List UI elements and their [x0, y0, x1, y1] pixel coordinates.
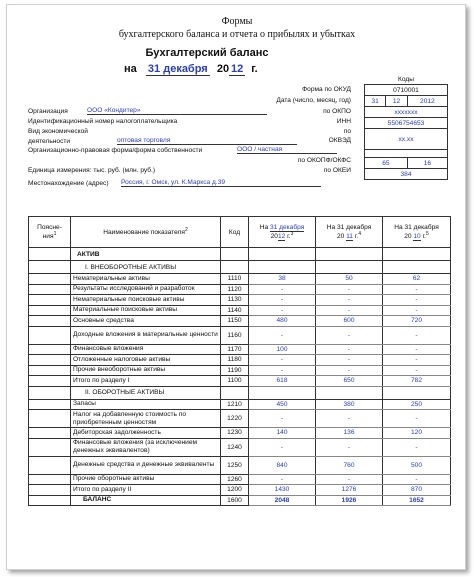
okopf-label: по ОКОПФ/ОКФС: [297, 157, 351, 164]
value-1: 38: [249, 274, 316, 285]
value-1: 618: [249, 376, 316, 387]
value-3: 870: [383, 485, 451, 496]
value-2: -: [316, 305, 383, 316]
value-1: -: [249, 474, 316, 485]
note-cell: [29, 474, 71, 485]
value-1: 450: [249, 399, 316, 410]
value-3: -: [383, 305, 451, 316]
value-1: 100: [249, 344, 316, 355]
note-cell: [29, 355, 71, 366]
row-code: 1110: [221, 274, 249, 285]
row-code: 1190: [221, 365, 249, 376]
indicator-name: Материальные поисковые активы: [71, 305, 221, 316]
ownership-value: ООО / частная: [237, 146, 337, 154]
indicator-name: Финансовые вложения: [71, 344, 221, 355]
section-heading: I. ВНЕОБОРОТНЫЕ АКТИВЫ: [71, 261, 221, 274]
value-3: -: [383, 295, 451, 306]
code-cell: [221, 261, 249, 274]
table-row: [29, 399, 451, 410]
section-heading: II. ОБОРОТНЫЕ АКТИВЫ: [71, 386, 221, 399]
table-row: [29, 355, 451, 366]
table-row: [29, 274, 451, 285]
inn-label: Идентификационный номер налогоплательщика: [28, 118, 178, 125]
row-code: 1200: [221, 485, 249, 496]
value-2: 136: [316, 428, 383, 439]
note-cell: [29, 399, 71, 410]
okopf-value: 65: [365, 158, 408, 169]
value-1: 480: [249, 316, 316, 327]
value-1: -: [249, 284, 316, 295]
table-row: [29, 248, 451, 261]
row-code: 1210: [221, 399, 249, 410]
note-cell: [29, 326, 71, 344]
note-cell: [29, 344, 71, 355]
title-date-line: [124, 63, 258, 76]
okved-value: xx.xx: [365, 129, 448, 150]
title-year-prefix: 20: [216, 63, 230, 75]
title-year-suffix: г.: [251, 63, 258, 75]
value-1: -: [249, 365, 316, 376]
row-code: 1600: [221, 495, 249, 506]
value-cell: [249, 261, 316, 274]
value-3: -: [383, 355, 451, 366]
unit-label: Единица измерения: тыс. руб. (млн. руб.): [28, 167, 156, 174]
indicator-name: Нематериальные поисковые активы: [71, 295, 221, 306]
row-code: 1180: [221, 355, 249, 366]
indicator-name: Запасы: [71, 399, 221, 410]
table-row: [29, 495, 451, 506]
col-header-note: Поясне-ния$^1$: [29, 217, 71, 248]
title-na: на: [124, 63, 137, 75]
value-2: -: [316, 355, 383, 366]
value-3: -: [383, 438, 451, 456]
okved-label-1: по: [343, 128, 351, 135]
value-cell: [383, 261, 451, 274]
value-1: -: [249, 438, 316, 456]
form-header-line1: Формы: [221, 16, 253, 27]
value-2: -: [316, 295, 383, 306]
value-2: 1276: [316, 485, 383, 496]
note-cell: [29, 274, 71, 285]
indicator-name: Финансовые вложения (за исключением денежных эквивалентов): [71, 438, 221, 456]
table-row: [29, 386, 451, 399]
table-row: [29, 305, 451, 316]
value-1: 1430: [249, 485, 316, 496]
indicator-name: Итого по разделу I: [71, 376, 221, 387]
codes-header: Коды: [365, 74, 448, 85]
col-header-name: Наименование показателя$^2$: [71, 217, 221, 248]
table-row: [29, 365, 451, 376]
value-3: 120: [383, 428, 451, 439]
value-1: 2048: [249, 495, 316, 506]
indicator-name: Отложенные налоговые активы: [71, 355, 221, 366]
indicator-name: Прочие оборотные активы: [71, 474, 221, 485]
value-2: 760: [316, 456, 383, 474]
table-row: [29, 344, 451, 355]
value-1: 840: [249, 456, 316, 474]
balance-sheet-form: [6, 4, 466, 570]
date-year: 2012: [407, 96, 447, 107]
note-cell: [29, 410, 71, 428]
date-label: Дата (число, месяц, год): [276, 97, 351, 104]
title-date: 31 декабря: [146, 63, 210, 76]
row-code: 1260: [221, 474, 249, 485]
title-year: 12: [231, 63, 244, 75]
value-1: -: [249, 326, 316, 344]
value-cell: [316, 261, 383, 274]
balance-table: [28, 216, 451, 506]
table-row: [29, 428, 451, 439]
okpo-value: xxxxxxx: [365, 107, 448, 118]
form-header-line2: бухгалтерского баланса и отчета о прибылях и убытках: [118, 29, 356, 40]
indicator-name: Доходные вложения в материальные ценности: [71, 326, 221, 344]
value-1: -: [249, 295, 316, 306]
okei-value: 384: [365, 169, 448, 180]
code-cell: [221, 248, 249, 261]
indicator-name: Прочие внеоборотные активы: [71, 365, 221, 376]
value-2: -: [316, 326, 383, 344]
note-cell: [29, 248, 71, 261]
table-row: [29, 376, 451, 387]
value-1: -: [249, 410, 316, 428]
table-row: [29, 261, 451, 274]
row-code: 1250: [221, 456, 249, 474]
value-2: -: [316, 438, 383, 456]
value-3: -: [383, 365, 451, 376]
section-heading: АКТИВ: [71, 248, 221, 261]
value-1: -: [249, 355, 316, 366]
note-cell: [29, 495, 71, 506]
note-cell: [29, 485, 71, 496]
inn-code-label: ИНН: [336, 118, 351, 125]
org-label: Организация: [28, 108, 68, 115]
date-month: 12: [386, 96, 407, 107]
note-cell: [29, 365, 71, 376]
codes-box: [364, 74, 448, 180]
ownership-label: Организационно-правовая форма/форма собственности: [28, 147, 203, 154]
indicator-name: Дебиторская задолженность: [71, 428, 221, 439]
indicator-name: Денежные средства и денежные эквиваленты: [71, 456, 221, 474]
table-row: [29, 485, 451, 496]
codes-spacer: [365, 150, 448, 158]
page-title: Бухгалтерский баланс: [145, 47, 269, 59]
date-day: 31: [365, 96, 386, 107]
indicator-name: Налог на добавленную стоимость по приобретенным ценностям: [71, 410, 221, 428]
note-cell: [29, 376, 71, 387]
row-code: 1150: [221, 316, 249, 327]
value-3: 250: [383, 399, 451, 410]
col-header-code: Код: [221, 217, 249, 248]
value-1: -: [249, 305, 316, 316]
value-3: 500: [383, 456, 451, 474]
value-3: 1652: [383, 495, 451, 506]
value-cell: [316, 248, 383, 261]
row-code: 1140: [221, 305, 249, 316]
activity-label-2: деятельности: [28, 138, 71, 145]
value-cell: [249, 248, 316, 261]
table-row: [29, 284, 451, 295]
note-cell: [29, 284, 71, 295]
value-2: 380: [316, 399, 383, 410]
col-header-period-1: На 31 декабря 2012 г.$^3$: [249, 217, 316, 248]
value-cell: [316, 386, 383, 399]
value-1: 140: [249, 428, 316, 439]
value-3: -: [383, 410, 451, 428]
value-2: 50: [316, 274, 383, 285]
okfs-value: 16: [407, 158, 447, 169]
table-header-row: [29, 217, 451, 248]
indicator-name: Нематериальные активы: [71, 274, 221, 285]
table-row: [29, 316, 451, 327]
note-cell: [29, 386, 71, 399]
address-value: Россия, г. Омск, ул. К.Маркса д.39: [121, 179, 321, 187]
row-code: 1130: [221, 295, 249, 306]
okud-value: 0710001: [365, 85, 448, 96]
value-3: 62: [383, 274, 451, 285]
value-2: -: [316, 474, 383, 485]
address-label: Местонахождение (адрес): [28, 180, 109, 187]
row-code: 1230: [221, 428, 249, 439]
value-3: 720: [383, 316, 451, 327]
inn-value: 5506754653: [365, 118, 448, 129]
col-header-period-2: На 31 декабря 20 11 г.$^4$: [316, 217, 383, 248]
note-cell: [29, 316, 71, 327]
indicator-name: БАЛАНС: [71, 495, 221, 506]
value-3: -: [383, 474, 451, 485]
table-row: [29, 438, 451, 456]
table-row: [29, 410, 451, 428]
value-2: -: [316, 410, 383, 428]
table-row: [29, 456, 451, 474]
table-row: [29, 295, 451, 306]
row-code: 1170: [221, 344, 249, 355]
value-cell: [249, 386, 316, 399]
row-code: 1100: [221, 376, 249, 387]
okud-label: Форма по ОКУД: [302, 86, 351, 93]
value-cell: [383, 248, 451, 261]
value-3: -: [383, 326, 451, 344]
value-3: -: [383, 344, 451, 355]
note-cell: [29, 438, 71, 456]
value-2: 600: [316, 316, 383, 327]
row-code: 1220: [221, 410, 249, 428]
value-2: -: [316, 344, 383, 355]
indicator-name: Основные средства: [71, 316, 221, 327]
note-cell: [29, 456, 71, 474]
value-2: 650: [316, 376, 383, 387]
table-row: [29, 326, 451, 344]
okpo-label: по ОКПО: [323, 108, 351, 115]
note-cell: [29, 261, 71, 274]
row-code: 1240: [221, 438, 249, 456]
okved-label-2: ОКВЭД: [328, 137, 351, 144]
value-2: -: [316, 365, 383, 376]
value-3: 782: [383, 376, 451, 387]
col-header-period-3: На 31 декабря 20 10 г.$^5$: [383, 217, 451, 248]
row-code: 1160: [221, 326, 249, 344]
indicator-name: Итого по разделу II: [71, 485, 221, 496]
value-3: -: [383, 284, 451, 295]
indicator-name: Результаты исследований и разработок: [71, 284, 221, 295]
table-row: [29, 474, 451, 485]
okei-label: по ОКЕИ: [323, 167, 351, 174]
activity-label-1: Вид экономической: [28, 128, 88, 135]
activity-value: оптовая торговля: [117, 137, 297, 145]
value-cell: [383, 386, 451, 399]
code-cell: [221, 386, 249, 399]
note-cell: [29, 305, 71, 316]
row-code: 1120: [221, 284, 249, 295]
note-cell: [29, 295, 71, 306]
value-2: 1926: [316, 495, 383, 506]
org-value: ООО «Кондитер»: [87, 107, 267, 115]
note-cell: [29, 428, 71, 439]
value-2: -: [316, 284, 383, 295]
